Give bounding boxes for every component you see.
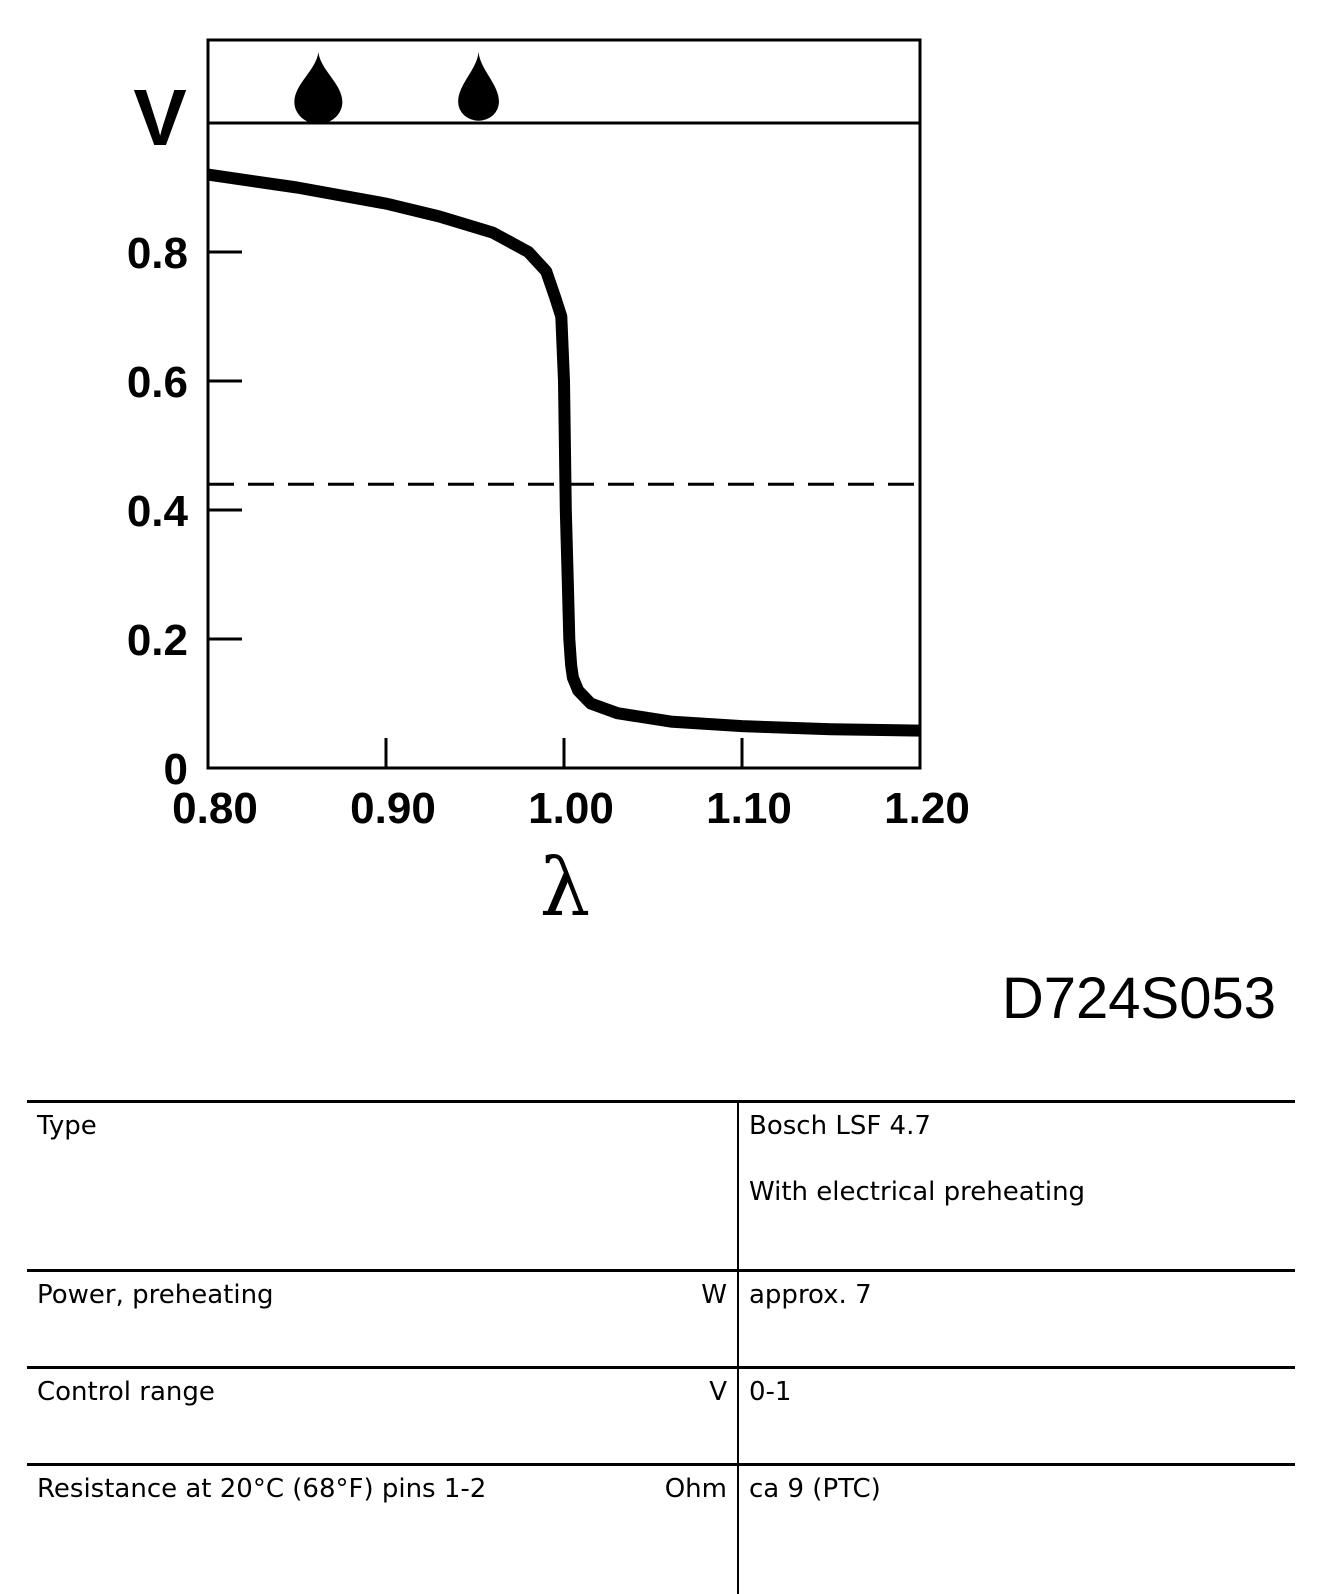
y-tick-label: 0.6 <box>127 358 188 407</box>
y-axis-label: V <box>133 73 186 162</box>
table-row <box>27 1271 1295 1368</box>
row-value: approx. 7 <box>738 1271 1295 1368</box>
row-label: Power, preheating <box>27 1271 527 1368</box>
y-axis <box>127 229 242 794</box>
x-axis-label: λ <box>540 841 591 934</box>
row-unit: Ohm <box>527 1465 738 1594</box>
table-row <box>27 1102 1295 1271</box>
row-unit: W <box>527 1271 738 1368</box>
row-unit <box>527 1102 738 1271</box>
row-value: ca 9 (PTC) <box>738 1465 1295 1594</box>
series-line <box>208 175 920 731</box>
y-tick-label: 0.2 <box>127 616 188 665</box>
row-label: Control range <box>27 1368 527 1465</box>
spec-table <box>27 1100 1295 1594</box>
x-tick-label: 1.10 <box>706 784 792 833</box>
droplet-icon <box>458 52 499 121</box>
x-tick-label: 1.00 <box>528 784 614 833</box>
row-value: 0-1 <box>738 1368 1295 1465</box>
y-tick-label: 0 <box>164 745 188 794</box>
row-label: Type <box>27 1102 527 1271</box>
x-tick-label: 1.20 <box>884 784 970 833</box>
row-label: Resistance at 20°C (68°F) pins 1-2 <box>27 1465 527 1594</box>
x-axis <box>172 738 970 833</box>
y-tick-label: 0.4 <box>127 487 189 536</box>
row-value <box>738 1102 1295 1271</box>
droplet-icon <box>294 52 342 124</box>
row-value-line: Bosch LSF 4.7 <box>749 1111 1285 1141</box>
top-band <box>208 52 920 124</box>
row-unit: V <box>527 1368 738 1465</box>
row-value-line: With electrical preheating <box>749 1177 1285 1207</box>
x-tick-label: 0.90 <box>350 784 436 833</box>
plot-area <box>208 40 920 768</box>
table-row <box>27 1465 1295 1594</box>
table-row <box>27 1368 1295 1465</box>
x-tick-label: 0.80 <box>172 784 258 833</box>
lambda-voltage-chart <box>0 0 1000 960</box>
figure-code: D724S053 <box>1002 965 1276 1032</box>
y-tick-label: 0.8 <box>127 229 188 278</box>
